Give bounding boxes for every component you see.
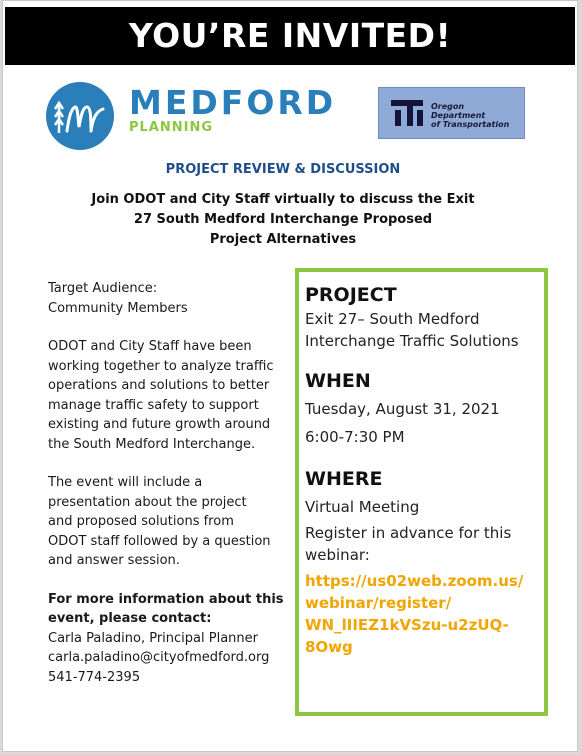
intro-line: 27 South Medford Interchange Proposed: [133, 212, 433, 227]
odot-text-line: Oregon: [431, 102, 465, 111]
register-link[interactable]: [305, 570, 536, 658]
contact-email[interactable]: carla.paladino@cityofmedford.org: [48, 650, 270, 665]
description-line: ODOT and City Staff have been: [48, 339, 252, 354]
event-time: 6:00-7:30 PM: [305, 428, 405, 446]
event-line: The event will include a: [48, 475, 203, 490]
intro-text: [63, 190, 503, 250]
odot-text-line: of Transportation: [431, 120, 510, 129]
audience-value: Community Members: [48, 300, 188, 316]
planning-logo-wordmark: PLANNING: [129, 120, 214, 135]
contact-heading: For more information about this: [48, 591, 284, 607]
event-line: presentation about the project: [48, 494, 247, 510]
invitation-banner: YOU’RE INVITED!: [5, 7, 575, 65]
register-link-line[interactable]: 8Owg: [305, 638, 353, 656]
contact-phone: 541-774-2395: [48, 669, 141, 685]
project-value: Interchange Traffic Solutions: [305, 332, 519, 350]
odot-text-line: Department: [431, 111, 486, 120]
register-link-line[interactable]: webinar/register/: [305, 594, 452, 612]
section-subheading: PROJECT REVIEW & DISCUSSION: [165, 162, 401, 177]
event-date: Tuesday, August 31, 2021: [305, 400, 500, 418]
description-line: the South Medford Interchange.: [48, 436, 256, 452]
description-line: working together to analyze traffic: [48, 358, 274, 374]
where-heading: WHERE: [305, 468, 383, 490]
when-heading: WHEN: [305, 370, 371, 392]
contact-heading: event, please contact:: [48, 611, 212, 626]
invitation-flyer: [2, 0, 578, 752]
event-location: Virtual Meeting: [305, 498, 420, 516]
intro-line: Project Alternatives: [209, 232, 357, 247]
contact-name: Carla Paladino, Principal Planner: [48, 630, 258, 646]
register-text: webinar:: [305, 546, 370, 564]
event-line: ODOT staff followed by a question: [48, 533, 271, 549]
register-text: Register in advance for this: [305, 524, 512, 542]
project-value: Exit 27– South Medford: [305, 310, 480, 328]
details-column: [48, 279, 298, 687]
event-line: and answer session.: [48, 553, 180, 568]
description-line: existing and future growth around: [48, 417, 271, 432]
project-heading: PROJECT: [305, 284, 397, 306]
medford-logo-wordmark: MEDFORD: [129, 83, 337, 122]
register-link-line[interactable]: https://us02web.zoom.us/: [305, 572, 524, 590]
description-line: operations and solutions to better: [48, 378, 270, 393]
medford-planning-logo-icon: [45, 81, 115, 151]
audience-label: Target Audience:: [48, 281, 158, 296]
description-line: manage traffic safety to support: [48, 397, 259, 413]
register-link-line[interactable]: WN_lIIEZ1kVSzu-u2zUQ-: [305, 616, 509, 634]
event-line: and proposed solutions from: [48, 514, 234, 529]
event-details-box: [295, 268, 548, 716]
odot-logo: [378, 87, 525, 139]
odot-mark-icon: [387, 94, 427, 132]
odot-logo-text: [431, 102, 525, 129]
intro-line: Join ODOT and City Staff virtually to discuss the Exit: [91, 192, 475, 207]
